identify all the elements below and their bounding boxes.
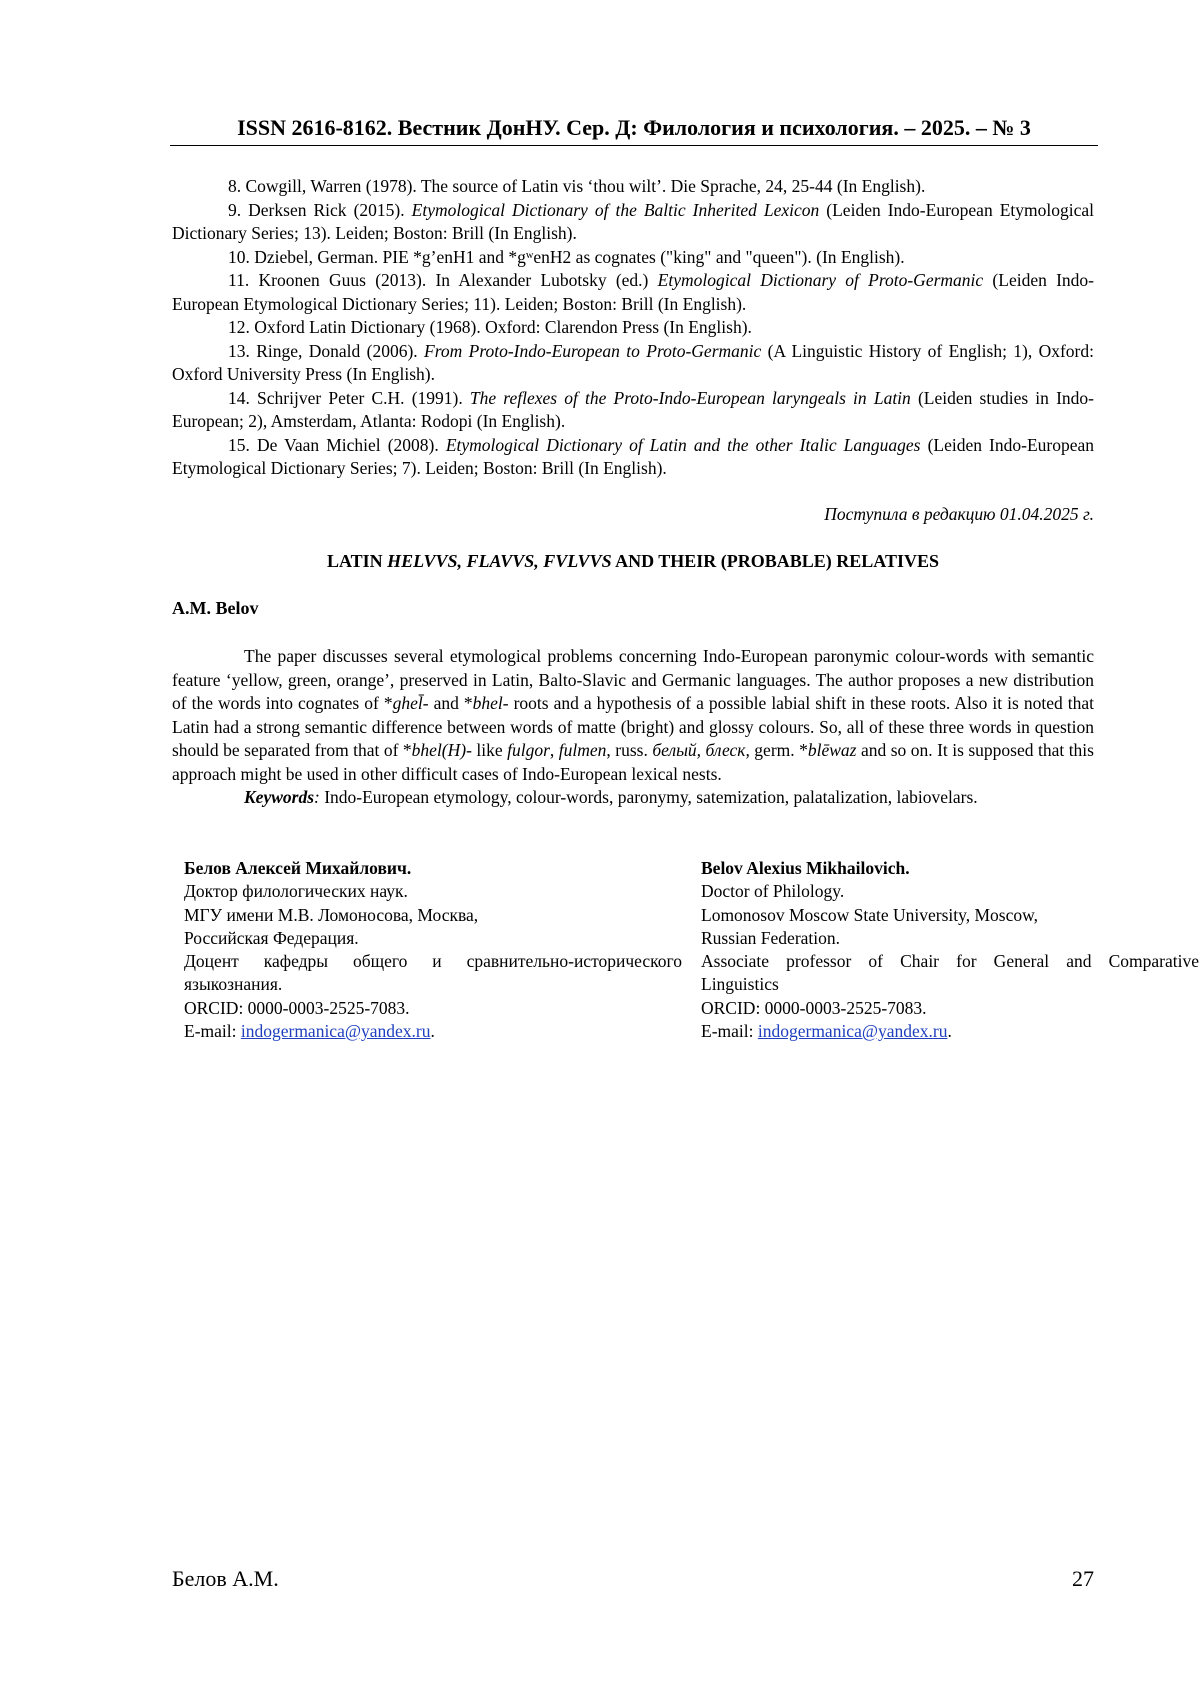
email-link[interactable]: indogermanica@yandex.ru [240, 1021, 431, 1042]
reference-item: 15. De Vaan Michiel (2008). Etymological Dictionary of Latin and the other Italic Languages (Leiden Indo-European Etymological Dictionary Series; 7). Leiden; Boston: Brill (In English). [172, 434, 1095, 478]
author-name-ru: Белов Алексей Михайлович. [184, 858, 412, 878]
author-name-en: Belov Alexius Mikhailovich. [701, 858, 910, 878]
reference-item: 10. Dziebel, German. PIE *g’enH1 and *gʷenH2 as cognates ("king" and "queen"). (In English). [228, 246, 905, 267]
author-orcid-en: ORCID: 0000-0003-2525-7083. [701, 997, 927, 1018]
received-date: Поступила в редакцию 01.04.2025 г. [824, 504, 1094, 524]
reference-item: 13. Ringe, Donald (2006). From Proto-Indo-European to Proto-Germanic (A Linguistic History of English; 1), Oxford: Oxford University Press (In English). [172, 340, 1094, 384]
email-link[interactable]: indogermanica@yandex.ru [757, 1021, 948, 1042]
author-position-en: Associate professor of Chair for General and Comparative [701, 951, 1199, 972]
author-position-ru: Доцент кафедры общего и сравнительно-исторического [184, 951, 682, 972]
author-affiliation-en: Lomonosov Moscow State University, Moscow, [701, 904, 1039, 925]
page-number: 27 [1072, 1566, 1094, 1591]
keywords: Keywords: Indo-European etymology, colour-words, paronymy, satemization, palatalization, labiovelars. [244, 787, 978, 807]
journal-header: ISSN 2616-8162. Вестник ДонНУ. Сер. Д: Филология и психология. – 2025. – № 3 [170, 114, 1098, 146]
author-country-en: Russian Federation. [701, 927, 841, 948]
author-email-ru: E-mail: indogermanica@yandex.ru. [184, 1021, 435, 1042]
reference-list [172, 175, 1094, 481]
article-title: LATIN HELVVS, FLAVVS, FVLVVS AND THEIR (PROBABLE) RELATIVES [326, 551, 939, 571]
reference-item: 12. Oxford Latin Dictionary (1968). Oxford: Clarendon Press (In English). [228, 317, 752, 337]
reference-item: 9. Derksen Rick (2015). Etymological Dictionary of the Baltic Inherited Lexicon (Leiden Indo-European Etymological Dictionary Series; 13). Leiden; Boston: Brill (In English). [172, 199, 1095, 243]
author-info-ru [184, 857, 682, 1043]
reference-item: 8. Cowgill, Warren (1978). The source of Latin vis ‘thou wilt’. Die Sprache, 24, 25-44 (In English). [228, 176, 926, 196]
author-country-ru: Российская Федерация. [184, 927, 359, 948]
reference-item: 14. Schrijver Peter C.H. (1991). The reflexes of the Proto-Indo-European laryngeals in Latin (Leiden studies in Indo-European; 2), Amsterdam, Atlanta: Rodopi (In English). [172, 387, 1094, 431]
author-degree-en: Doctor of Philology. [701, 881, 845, 902]
abstract-text: The paper discusses several etymological problems concerning Indo-European paronymic colour-words with semantic feature ‘yellow, green, orange’, preserved in Latin, Balto-Slavic and Germanic languages. The author proposes a new distribution of the words into cognates of *ghel̄- and *bhel- roots and a hypothesis of a possible labial shift in these roots. Also it is noted that Latin had a strong semantic difference between words of matte (bright) and glossy colours. So, all of these three words in question should be separated from that of *bhel(H)- like fulgor, fulmen, russ. белый, блеск, germ. *blēwaz and so on. It is supposed that this approach might be used in other difficult cases of Indo-European lexical nests. [172, 646, 1094, 784]
author-position-en-cont: Linguistics [701, 974, 779, 995]
article-author: A.M. Belov [172, 598, 259, 618]
footer-author: Белов А.М. [172, 1566, 279, 1591]
author-position-ru-cont: языкознания. [184, 974, 283, 995]
author-degree-ru: Доктор филологических наук. [184, 881, 408, 902]
abstract [172, 645, 1094, 810]
author-email-en: E-mail: indogermanica@yandex.ru. [701, 1021, 952, 1042]
reference-item: 11. Kroonen Guus (2013). In Alexander Lubotsky (ed.) Etymological Dictionary of Proto-Germanic (Leiden Indo-European Etymological Dictionary Series; 11). Leiden; Boston: Brill (In English). [172, 270, 1094, 314]
author-orcid-ru: ORCID: 0000-0003-2525-7083. [184, 997, 410, 1018]
author-affiliation-ru: МГУ имени М.В. Ломоносова, Москва, [184, 904, 479, 925]
author-info-en [701, 857, 1199, 1043]
